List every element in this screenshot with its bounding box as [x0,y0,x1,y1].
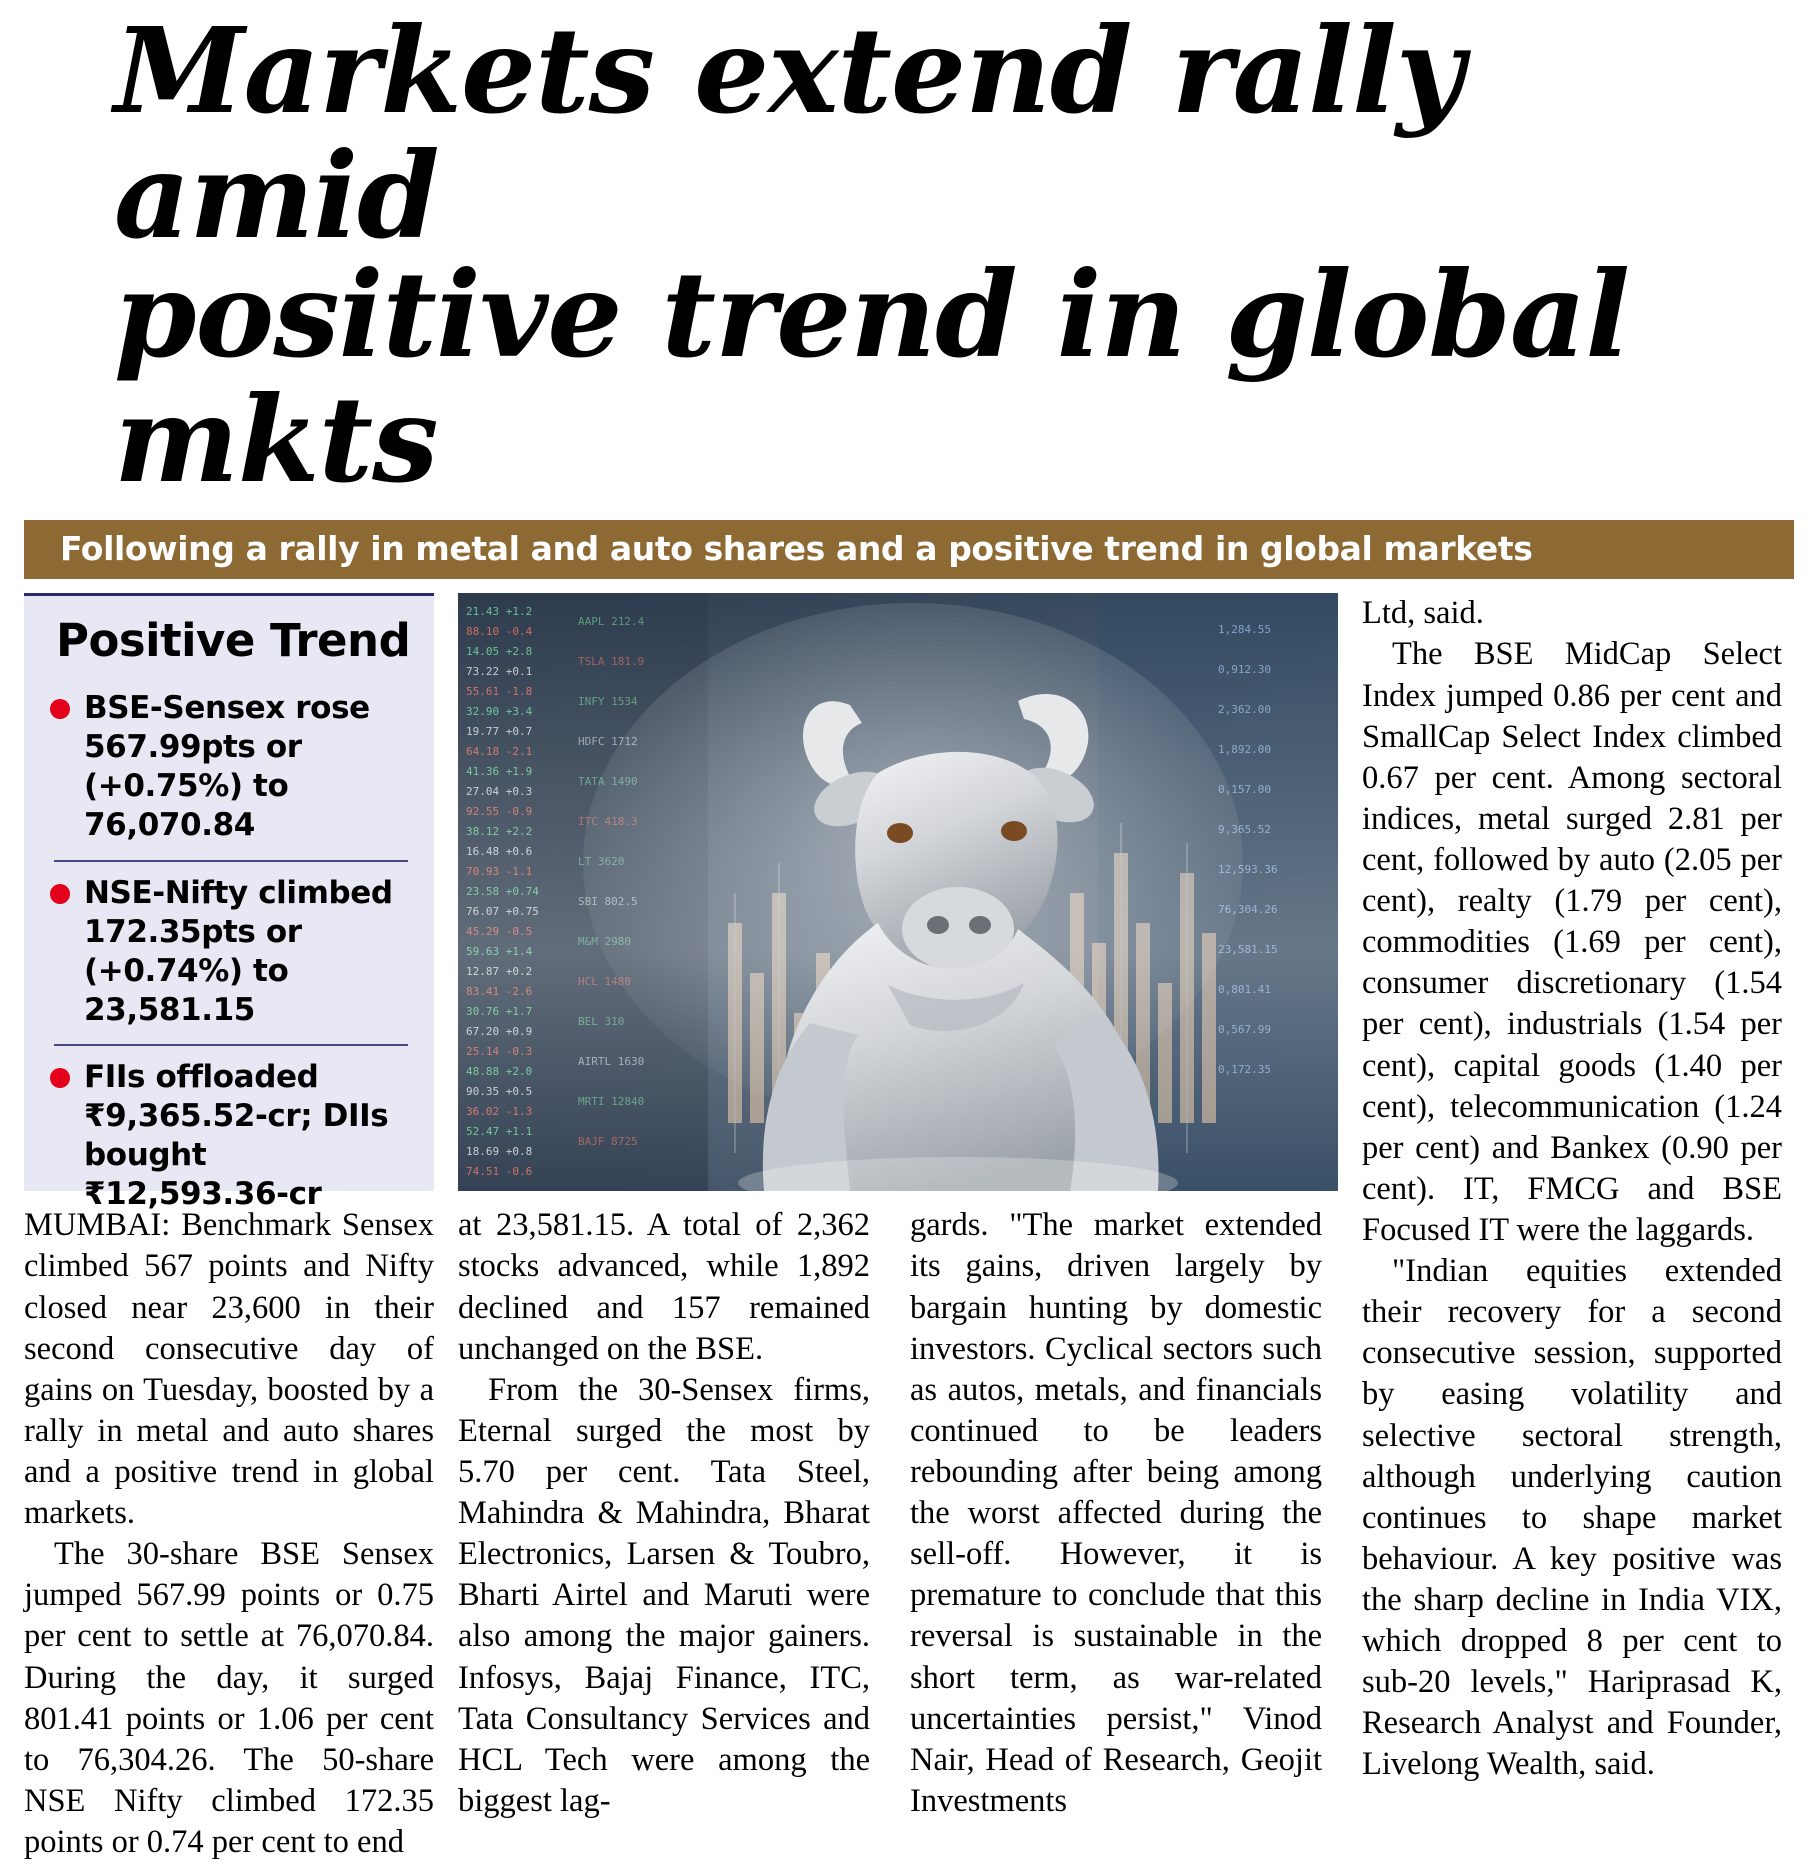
factbox-item-text: NSE-Nifty climbed 172.35pts or (+0.74%) to 23,581.15 [84,874,393,1028]
paragraph: The BSE MidCap Select Index jumped 0.86 per cent and SmallCap Select Index climbed 0.67 per cent. Among sectoral indices, metal surged 2.81 per cent, followed by auto (2.05 per cent), realty (1.79 per cent), commodities (1.69 per cent), consumer discretionary (1.54 per cent), industrials (1.54 per cent), capital goods (1.40 per cent), telecommunication (1.24 per cent) and Bankex (0.90 per cent). IT, FMCG and BSE Focused IT were the laggards. [1362,636,1782,1248]
positive-trend-factbox [24,593,434,1212]
page-title [114,1,1764,510]
paragraph: The 30-share BSE Sensex jumped 567.99 points or 0.75 per cent to settle at 76,070.84. During the day, it surged 801.41 points or 1.06 per cent to 76,304.26. The 50-share NSE Nifty climbed 172.35 points or 0.74 per cent to end [24,1536,434,1860]
paragraph: From the 30-Sensex firms, Eternal surged the most by 5.70 per cent. Tata Steel, Mahindra & Mahindra, Bharat Electronics, Larsen & Toubro, Bharti Airtel and Maruti were also among the major gainers. Infosys, Bajaj Finance, ITC, Tata Consultancy Services and HCL Tech were among the biggest lag- [458,1371,870,1819]
subheadline-banner: Following a rally in metal and auto shares and a positive trend in global markets [24,520,1794,579]
factbox-item [50,683,412,857]
divider [54,860,408,862]
headline-line-1: Markets extend rally amid [114,1,1464,266]
factbox-item-text: FIIs offloaded ₹9,365.52-cr; DIIs bought ₹12,593.36-cr [84,1058,389,1212]
body-column-3 [910,1205,1322,1870]
paragraph: gards. "The market extended its gains, driven largely by bargain hunting by domestic investors. Cyclical sectors such as autos, metals, and financials continued to be leaders rebounding after being among the worst affected during the sell-off. However, it is premature to conclude that this reversal is sustainable in the short term, as war-related uncertainties persist," Vinod Nair, Head of Research, Geojit Investments [910,1207,1322,1819]
paragraph: MUMBAI: Benchmark Sensex climbed 567 points and Nifty closed near 23,600 in their second consecutive day of gains on Tuesday, boosted by a rally in metal and auto shares and a positive trend in global markets. [24,1207,434,1532]
newspaper-page [0,1,1818,1860]
factbox-item-text: BSE-Sensex rose 567.99pts or (+0.75%) to 76,070.84 [84,690,370,844]
article-photo [458,593,1338,1191]
headline-line-2: positive trend in global mkts [114,245,1630,510]
bull-market-illustration [458,593,1338,1191]
body-column-2 [458,1205,870,1870]
factbox-title: Positive Trend [56,614,411,668]
body-column-1 [24,1205,434,1870]
paragraph: at 23,581.15. A total of 2,362 stocks advanced, while 1,892 declined and 157 remained unchanged on the BSE. [458,1207,870,1367]
article-body [24,593,1794,1873]
factbox-item [50,868,412,1042]
body-column-4 [1362,593,1782,1873]
bullet-icon [50,1068,70,1088]
paragraph: "Indian equities extended their recovery for a second consecutive session, supported by easing volatility and selective sectoral strength, although underlying caution continues to shape market behaviour. A key positive was the sharp decline in India VIX, which dropped 8 per cent to sub-20 levels," Hariprasad K, Research Analyst and Founder, Livelong Wealth, said. [1362,1253,1782,1783]
factbox-item [50,1052,412,1226]
paragraph: Ltd, said. [1362,595,1484,632]
bullet-icon [50,699,70,719]
divider [54,1044,408,1046]
bullet-icon [50,884,70,904]
